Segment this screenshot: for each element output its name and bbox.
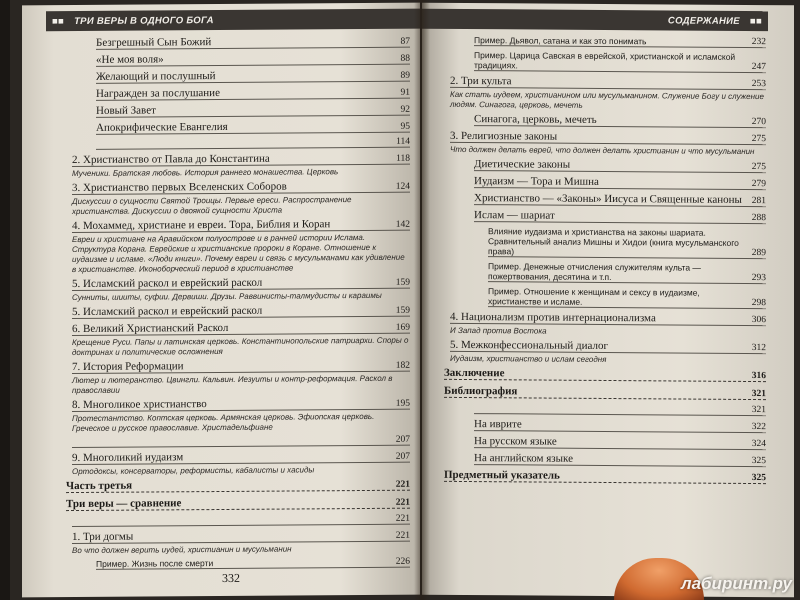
toc-leader xyxy=(559,222,752,223)
toc-entry xyxy=(474,209,766,224)
toc-leader xyxy=(217,567,396,568)
toc-entry-title: Заключение xyxy=(444,366,505,380)
toc-entry-title: Влияние иудаизма и христианства на законы шариата. Сравнительный анализ Мишны и Хидои (книга мусульманского права) xyxy=(488,226,739,257)
toc-row xyxy=(488,261,766,284)
toc-page-number: 114 xyxy=(396,136,410,147)
toc-entry-description: Протестантство. Коптская церковь. Армянская церковь. Эфиопская церковь. Греческое и русское православие. Христадельфиане xyxy=(72,411,375,434)
toc-entry xyxy=(444,367,766,382)
toc-entry xyxy=(72,435,410,448)
toc-entry-title: 5. Исламский раскол и еврейский раскол xyxy=(72,276,263,291)
toc-entry-title: Часть третья xyxy=(66,479,133,493)
toc-page-number: 87 xyxy=(400,36,410,47)
toc-leader xyxy=(76,524,396,526)
toc-leader xyxy=(574,171,752,172)
toc-entry-title: 7. История Реформации xyxy=(72,360,184,374)
toc-row xyxy=(72,435,410,448)
toc-entry-title: 1. Три догмы xyxy=(72,530,134,544)
toc-page-number: 124 xyxy=(395,181,410,192)
toc-row xyxy=(96,137,410,150)
toc-page-number: 118 xyxy=(396,153,410,164)
toc-entry-title: 5. Исламский раскол и еврейский раскол xyxy=(72,304,263,319)
toc-page-number: 298 xyxy=(751,298,766,309)
toc-page-number: 293 xyxy=(751,273,766,284)
toc-row xyxy=(72,514,410,527)
toc-page-number: 325 xyxy=(751,456,766,467)
toc-leader xyxy=(232,132,401,133)
toc-entry xyxy=(474,50,766,73)
toc-entry xyxy=(96,86,410,101)
toc-row xyxy=(96,86,410,101)
toc-page-number: 221 xyxy=(395,530,410,541)
toc-entry-description: И Запад против Востока xyxy=(450,325,547,336)
toc-page-number: 92 xyxy=(400,104,410,115)
toc-leader xyxy=(561,448,752,449)
toc-entry xyxy=(450,339,766,366)
toc-page-number: 159 xyxy=(395,277,410,288)
toc-leader xyxy=(168,64,401,66)
toc-entry-title: 4. Национализм против интернационализма xyxy=(450,310,656,325)
left-page xyxy=(22,3,420,598)
toc-page-number: 279 xyxy=(751,179,766,190)
toc-entry-title: Пример. Денежные отчисления служителям культа — пожертвования, десятина и т.п. xyxy=(488,261,701,283)
toc-entry xyxy=(72,529,410,556)
toc-entry xyxy=(450,75,766,112)
right-running-header xyxy=(422,9,768,31)
toc-leader xyxy=(526,430,752,432)
toc-page-number: 159 xyxy=(395,305,410,316)
toc-entry-title: Христианство — «Законы» Иисуса и Священные каноны xyxy=(474,192,742,206)
toc-entry-title: Ислам — шариат xyxy=(474,209,555,222)
toc-entry xyxy=(96,52,410,67)
toc-entry xyxy=(450,311,766,338)
toc-page-number: 91 xyxy=(400,87,410,98)
toc-row xyxy=(72,304,410,319)
toc-leader xyxy=(136,490,396,492)
toc-entry-title: 2. Три культа xyxy=(450,74,512,88)
toc-entry-title: 4. Мохаммед, христиане и евреи. Тора, Библия и Коран xyxy=(72,218,331,233)
toc-page-number: 270 xyxy=(751,117,766,128)
toc-page-number: 247 xyxy=(751,62,766,73)
toc-entry-title: Синагога, церковь, мечеть xyxy=(474,113,597,126)
toc-entry xyxy=(96,103,410,118)
toc-entry xyxy=(72,321,410,358)
toc-leader xyxy=(215,47,400,48)
toc-leader xyxy=(650,46,751,47)
toc-page-number: 324 xyxy=(751,439,766,450)
toc-entry-title: Апокрифические Евангелия xyxy=(96,120,228,134)
toc-leader xyxy=(185,508,395,509)
toc-row xyxy=(474,35,766,48)
toc-entry xyxy=(474,158,766,173)
toc-leader xyxy=(478,413,752,415)
toc-entry xyxy=(488,226,766,259)
toc-entry xyxy=(474,418,766,433)
open-book xyxy=(22,0,800,600)
toc-entry xyxy=(66,478,410,493)
toc-page-number: 288 xyxy=(751,213,766,224)
toc-row xyxy=(96,35,410,50)
toc-entry xyxy=(72,180,410,217)
toc-page-number: 207 xyxy=(395,434,410,445)
toc-page-number: 221 xyxy=(395,497,410,508)
toc-page-number: 316 xyxy=(751,371,766,382)
toc-entry-title: Пример. Отношение к женщинам и сексу в иудаизме, христианстве и исламе. xyxy=(488,286,700,307)
right-page xyxy=(422,3,794,598)
toc-entry xyxy=(474,403,766,416)
toc-entry-title: Желающий и послушный xyxy=(96,70,216,83)
toc-row xyxy=(474,452,766,467)
toc-entry-title: Пример. Царица Савская в еврейской, христианской и исламской традициях. xyxy=(474,50,736,71)
toc-entry-title: 2. Христианство от Павла до Константина xyxy=(72,152,270,167)
toc-leader xyxy=(577,465,752,466)
toc-entry xyxy=(444,385,766,400)
toc-row xyxy=(96,52,410,67)
toc-entry xyxy=(72,450,410,477)
toc-entry xyxy=(444,469,766,484)
toc-row xyxy=(474,113,766,128)
toc-page-number: 226 xyxy=(395,556,410,567)
toc-page-number: 221 xyxy=(395,513,410,524)
toc-page-number: 88 xyxy=(400,53,410,64)
toc-entry-title: «Не моя воля» xyxy=(96,53,164,66)
toc-entry xyxy=(474,452,766,467)
left-page-number: 332 xyxy=(222,570,240,585)
toc-leader xyxy=(564,482,752,483)
toc-entry-title: 6. Великий Христианский Раскол xyxy=(72,321,229,336)
toc-entry xyxy=(474,113,766,128)
toc-entry xyxy=(72,359,410,396)
toc-page-number: 321 xyxy=(751,405,766,416)
toc-entry xyxy=(96,137,410,150)
toc-entry-description: Что должен делать еврей, что должен делать христианин и что мусульманин xyxy=(450,144,755,157)
toc-leader xyxy=(100,147,396,149)
toc-page-number: 289 xyxy=(751,248,766,259)
toc-entry-title: На английском языке xyxy=(474,452,573,465)
toc-entry-title: 3. Христианство первых Вселенских Соборов xyxy=(72,180,287,195)
toc-entry xyxy=(96,35,410,50)
toc-entry xyxy=(488,286,766,309)
toc-page-number: 232 xyxy=(751,37,766,48)
toc-entry xyxy=(474,175,766,190)
toc-entry-description: Лютер и лютеранство. Цвингли. Кальвин. Иезуиты и контр-реформация. Раскол в православии xyxy=(72,373,393,396)
toc-entry-title: Предметный указатель xyxy=(444,468,560,482)
toc-page-number: 195 xyxy=(395,398,410,409)
background-left-edge xyxy=(0,0,10,600)
toc-entry-title: 3. Религиозные законы xyxy=(450,129,558,143)
toc-row xyxy=(488,286,766,309)
toc-row xyxy=(66,478,410,493)
toc-entry xyxy=(488,261,766,284)
toc-page-number: 322 xyxy=(751,422,766,433)
toc-entry xyxy=(96,557,410,570)
toc-entry-description: Как стать иудеем, христианином или мусульманином. Служение Богу и служение людям. Синагога, церковь, мечеть xyxy=(450,89,764,110)
toc-row xyxy=(66,496,410,511)
toc-entry-title: Награжден за послушание xyxy=(96,87,220,100)
toc-entry xyxy=(72,218,410,275)
toc-entry-description: Ортодоксы, консерваторы, реформисты, кабалисты и хасиды xyxy=(72,465,315,477)
toc-row xyxy=(474,192,766,207)
toc-entry-title: 8. Многоликое христианство xyxy=(72,398,207,412)
toc-row xyxy=(444,385,766,400)
toc-entry xyxy=(474,435,766,450)
toc-leader xyxy=(76,445,396,447)
toc-row xyxy=(474,209,766,224)
right-header-title: СОДЕРЖАНИЕ xyxy=(667,14,740,27)
toc-row xyxy=(488,226,766,259)
toc-entry-title: Три веры — сравнение xyxy=(66,497,182,511)
toc-entry xyxy=(450,130,766,157)
toc-entry-title: 5. Межконфессиональный диалог xyxy=(450,338,608,352)
toc-entry-title: На иврите xyxy=(474,418,522,431)
toc-page-number: 253 xyxy=(751,79,766,90)
toc-leader xyxy=(603,188,752,189)
toc-entry-description: Иудаизм, христианство и ислам сегодня xyxy=(450,353,607,364)
toc-entry-description: Во что должен верить иудей, христианин и мусульманин xyxy=(72,544,292,556)
toc-entry-title: Диетические законы xyxy=(474,158,571,171)
toc-page-number: 325 xyxy=(751,473,766,484)
toc-leader xyxy=(508,379,751,381)
toc-page-number: 306 xyxy=(751,315,766,326)
toc-entry-description: Евреи и христиане на Аравийском полуострове и в ранней истории Ислама. Структура Корана. Еврейские и христианские пророки в Коране. Отношение к иудаизме и исламе. «Люди книги». Почему евреи и связь с мусульманами как удивление в христианстве. Иконоборческий период в христианстве xyxy=(72,232,405,275)
toc-row xyxy=(444,469,766,484)
toc-leader xyxy=(160,115,401,117)
toc-leader xyxy=(224,98,401,99)
toc-entry xyxy=(66,496,410,511)
toc-row xyxy=(474,158,766,173)
toc-page-number: 169 xyxy=(395,322,410,333)
toc-page-number: 89 xyxy=(400,70,410,81)
toc-entry-title: Пример. Жизнь после смерти xyxy=(96,558,214,569)
toc-entry-title: Пример. Дьявол, сатана и как это понимать xyxy=(474,35,647,47)
toc-page-number: 312 xyxy=(751,343,766,354)
toc-row xyxy=(474,435,766,450)
toc-row xyxy=(96,557,410,570)
toc-entry-title: На русском языке xyxy=(474,435,557,448)
toc-page-number: 95 xyxy=(400,121,410,132)
toc-leader xyxy=(266,316,396,317)
toc-entry xyxy=(72,397,410,434)
toc-entry xyxy=(72,276,410,303)
toc-page-number: 275 xyxy=(751,162,766,173)
right-toc-list xyxy=(444,35,766,489)
toc-entry-title: Безгрешный Сын Божий xyxy=(96,36,212,49)
toc-row xyxy=(96,120,410,135)
toc-entry-title: 9. Многоликий иудаизм xyxy=(72,451,184,465)
toc-entry xyxy=(474,35,766,48)
toc-page-number: 281 xyxy=(751,196,766,207)
toc-entry xyxy=(96,120,410,135)
left-header-number: ■■ xyxy=(52,15,65,27)
watermark-logo: лабиринт.ру xyxy=(681,574,792,593)
toc-page-number: 207 xyxy=(395,451,410,462)
right-header-number: ■■ xyxy=(749,15,762,27)
toc-entry xyxy=(72,152,410,179)
toc-entry xyxy=(474,192,766,207)
left-header-title: ТРИ ВЕРЫ В ОДНОГО БОГА xyxy=(74,14,214,27)
toc-entry-title: Библиография xyxy=(444,384,518,398)
toc-page-number: 221 xyxy=(395,479,410,490)
book-gutter-shadow xyxy=(414,0,430,600)
toc-entry-description: Крещение Руси. Папы и латинская церковь. Константинопольские патриархи. Споры о доктринах и политические осложнения xyxy=(72,335,409,358)
toc-leader xyxy=(601,126,752,127)
toc-row xyxy=(96,69,410,84)
toc-entry-description: Мученики. Братская любовь. История раннего монашества. Церковь xyxy=(72,167,339,179)
toc-entry-description: Сунниты, шииты, суфии. Дервиши. Друзы. Раввинисты-талмудисты и караимы xyxy=(72,290,382,303)
left-toc-list xyxy=(66,35,410,574)
toc-page-number: 182 xyxy=(395,360,410,371)
toc-leader xyxy=(521,397,751,399)
toc-row xyxy=(474,175,766,190)
toc-page-number: 275 xyxy=(751,134,766,145)
toc-row xyxy=(444,367,766,382)
toc-row xyxy=(474,403,766,416)
toc-row xyxy=(96,103,410,118)
toc-entry xyxy=(72,514,410,527)
toc-entry xyxy=(96,69,410,84)
toc-page-number: 142 xyxy=(395,219,410,230)
toc-row xyxy=(474,418,766,433)
left-running-header xyxy=(46,9,420,32)
toc-leader xyxy=(220,81,401,82)
toc-entry xyxy=(72,304,410,319)
toc-entry-description: Дискуссии о сущности Святой Троицы. Первые ереси. Распространение христианства. Дискуссии о двоякой сущности Христа xyxy=(72,195,352,217)
toc-row xyxy=(474,50,766,73)
toc-entry-title: Иудаизм — Тора и Мишна xyxy=(474,175,599,188)
toc-page-number: 321 xyxy=(751,389,766,400)
toc-entry-title: Новый Завет xyxy=(96,104,156,117)
